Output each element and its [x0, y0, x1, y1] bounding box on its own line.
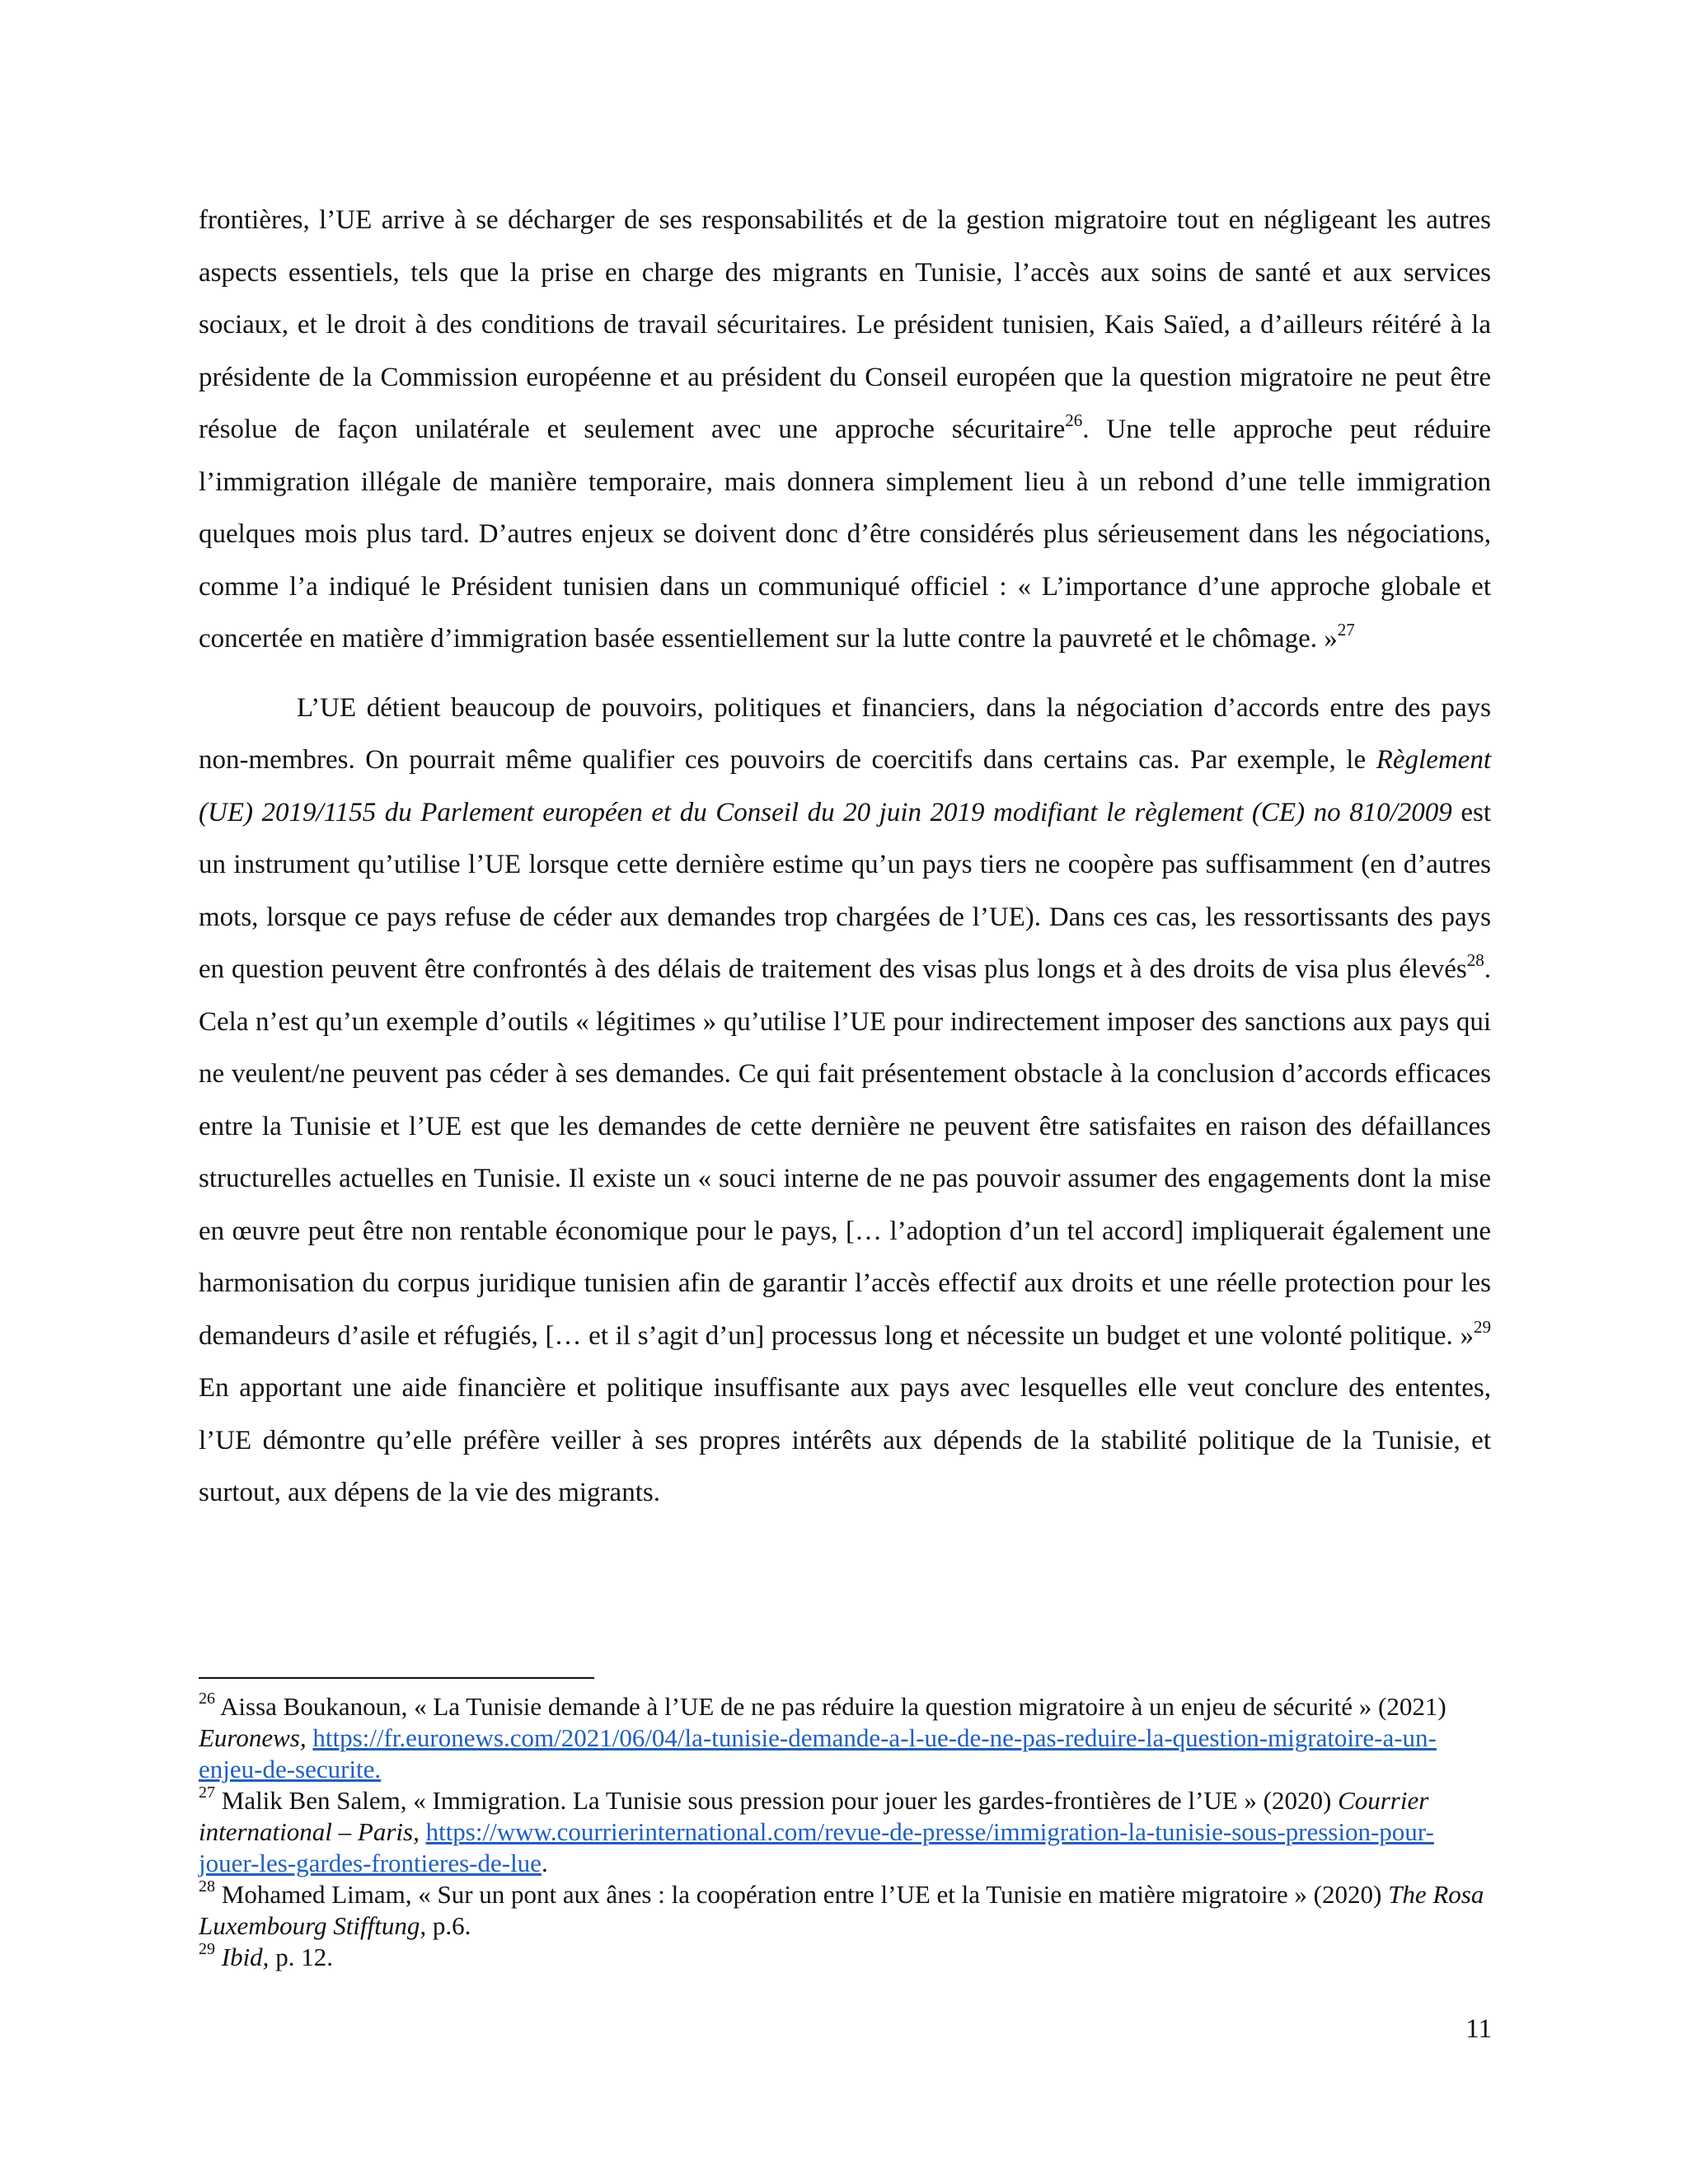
- footnote-separator: [199, 1677, 594, 1679]
- footnotes: [199, 1691, 1491, 1973]
- footnote-link[interactable]: https://fr.euronews.com/2021/06/04/la-tunisie-demande-a-l-ue-de-ne-pas-reduire-la-question-migratoire-a-un-enjeu-de-securite.: [199, 1723, 1437, 1783]
- footnote-source: Ibid,: [221, 1943, 270, 1971]
- paragraph-2: [199, 682, 1491, 1520]
- footnote-tail: p. 12.: [269, 1943, 333, 1971]
- paragraph-2-text-b: est un instrument qu’utilise l’UE lorsque cette dernière estime qu’un pays tiers ne coopère pas suffisamment (en d’autres mots, lorsque ce pays refuse de céder aux demandes trop chargées de l’UE). Dans ces cas, les ressortissants des pays en question peuvent être confrontés à des délais de traitement des visas plus longs et à des droits de visa plus élevés: [199, 797, 1491, 984]
- footnote-28: [199, 1879, 1491, 1942]
- paragraph-1-text-a: frontières, l’UE arrive à se décharger de ses responsabilités et de la gestion migratoire tout en négligeant les autres aspects essentiels, tels que la prise en charge des migrants en Tunisie, l’accès aux soins de santé et aux services sociaux, et le droit à des conditions de travail sécuritaires. Le président tunisien, Kais Saïed, a d’ailleurs réitéré à la présidente de la Commission européenne et au président du Conseil européen que la question migratoire ne peut être résolue de façon unilatérale et seulement avec une approche sécuritaire: [199, 205, 1491, 444]
- footnote-29: [199, 1939, 1491, 1973]
- footnote-ref-28[interactable]: 28: [1466, 950, 1484, 970]
- paragraph-1: [199, 194, 1491, 666]
- footnote-number: 29: [199, 1939, 215, 1958]
- footnote-text: Aissa Boukanoun, « La Tunisie demande à l’UE de ne pas réduire la question migratoire à un enjeu de sécurité » (2021): [215, 1692, 1447, 1721]
- footnote-26: [199, 1691, 1491, 1785]
- body-text: [199, 194, 1491, 1520]
- footnote-text: Malik Ben Salem, « Immigration. La Tunisie sous pression pour jouer les gardes-frontières de l’UE » (2020): [215, 1786, 1339, 1815]
- footnote-27: [199, 1785, 1491, 1879]
- footnote-source: Euronews,: [199, 1723, 307, 1752]
- paragraph-2-text-d: En apportant une aide financière et politique insuffisante aux pays avec lesquelles elle veut conclure des ententes, l’UE démontre qu’elle préfère veiller à ses propres intérêts aux dépends de la stabilité politique de la Tunisie, et surtout, aux dépens de la vie des migrants.: [199, 1373, 1491, 1507]
- regulation-title: Règlement (UE) 2019/1155 du Parlement européen et du Conseil du 20 juin 2019 modifiant le règlement (CE) no 810/2009: [199, 745, 1491, 827]
- footnote-tail: .: [541, 1849, 548, 1877]
- paragraph-1-text-b: . Une telle approche peut réduire l’immigration illégale de manière temporaire, mais donnera simplement lieu à un rebond d’une telle immigration quelques mois plus tard. D’autres enjeux se doivent donc d’être considérés plus sérieusement dans les négociations, comme l’a indiqué le Président tunisien dans un communiqué officiel : « L’importance d’une approche globale et concertée en matière d’immigration basée essentiellement sur la lutte contre la pauvreté et le chômage. »: [199, 415, 1491, 654]
- footnote-source: The Rosa Luxembourg Stifftung,: [199, 1880, 1484, 1940]
- footnote-source: Courrier international – Paris,: [199, 1786, 1429, 1846]
- paragraph-2-text-a: L’UE détient beaucoup de pouvoirs, politiques et financiers, dans la négociation d’accords entre des pays non-membres. On pourrait même qualifier ces pouvoirs de coercitifs dans certains cas. Par exemple, le: [199, 692, 1491, 775]
- page-number: 11: [1465, 2014, 1492, 2044]
- footnote-number: 28: [199, 1877, 215, 1896]
- footnote-tail: p.6.: [426, 1911, 471, 1940]
- footnote-ref-27[interactable]: 27: [1337, 620, 1355, 640]
- paragraph-2-text-c: . Cela n’est qu’un exemple d’outils « légitimes » qu’utilise l’UE pour indirectement imposer des sanctions aux pays qui ne veulent/ne peuvent pas céder à ses demandes. Ce qui fait présentement obstacle à la conclusion d’accords efficaces entre la Tunisie et l’UE est que les demandes de cette dernière ne peuvent être satisfaites en raison des défaillances structurelles actuelles en Tunisie. Il existe un « souci interne de ne pas pouvoir assumer des engagements dont la mise en œuvre peut être non rentable économique pour le pays, [… l’adoption d’un tel accord] impliquerait également une harmonisation du corpus juridique tunisien afin de garantir l’accès effectif aux droits et une réelle protection pour les demandeurs d’asile et réfugiés, [… et il s’agit d’un] processus long et nécessite un budget et une volonté politique. »: [199, 954, 1491, 1351]
- footnote-link[interactable]: https://www.courrierinternational.com/revue-de-presse/immigration-la-tunisie-sous-pression-pour-jouer-les-gardes-frontieres-de-lue: [199, 1817, 1434, 1877]
- footnote-number: 26: [199, 1689, 215, 1708]
- footnote-ref-29[interactable]: 29: [1474, 1316, 1491, 1337]
- footnote-ref-26[interactable]: 26: [1065, 410, 1083, 430]
- footnote-text: Mohamed Limam, « Sur un pont aux ânes : la coopération entre l’UE et la Tunisie en matière migratoire » (2020): [215, 1880, 1389, 1909]
- footnote-text: [215, 1943, 222, 1971]
- footnote-number: 27: [199, 1783, 215, 1802]
